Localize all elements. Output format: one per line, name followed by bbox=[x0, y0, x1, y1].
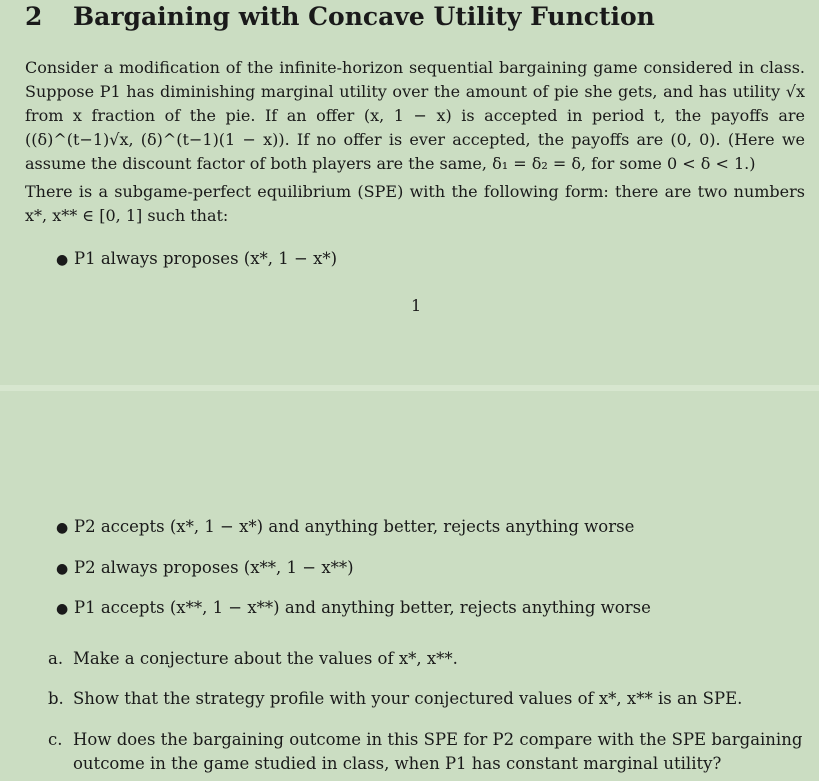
question-text: How does the bargaining outcome in this SPE for P2 compare with the SPE bargaining outcome in the game studied in class, when P1 has constant marginal utility? bbox=[73, 730, 803, 773]
question-c bbox=[48, 728, 805, 776]
bullet-dot: ● bbox=[56, 252, 69, 268]
intro-paragraph: Consider a modification of the infinite-horizon sequential bargaining game considered in class. Suppose P1 has diminishing marginal utility over the amount of pie she gets, and has utility √x from x fraction of the pie. If an offer (x, 1 − x) is accepted in period t, the payoffs are ((δ)^(t−1)√x, (δ)^(t−1)(1 − x)). If no offer is ever accepted, the payoffs are (0, 0). (Here we assume the discount factor of both players are the same, δ₁ = δ₂ = δ, for some 0 < δ < 1.) bbox=[25, 58, 805, 173]
bullet-p1-proposes bbox=[56, 247, 337, 272]
section-heading bbox=[25, 0, 655, 34]
page-number: 1 bbox=[411, 296, 422, 315]
bullet-text: P1 accepts (x**, 1 − x**) and anything better, rejects anything worse bbox=[74, 598, 651, 617]
question-text: Show that the strategy profile with your conjectured values of x*, x** is an SPE. bbox=[73, 689, 743, 708]
bullet-text: P2 always proposes (x**, 1 − x**) bbox=[74, 558, 354, 577]
section-number: 2 bbox=[25, 2, 43, 31]
question-b bbox=[48, 687, 805, 711]
bullet-dot: ● bbox=[56, 520, 69, 536]
bullet-text: P2 accepts (x*, 1 − x*) and anything better, rejects anything worse bbox=[74, 517, 635, 536]
section-title: Bargaining with Concave Utility Function bbox=[73, 2, 655, 31]
question-label: b. bbox=[48, 689, 64, 708]
bullet-p2-accepts bbox=[56, 515, 634, 540]
bullet-dot: ● bbox=[56, 601, 69, 617]
spe-paragraph: There is a subgame-perfect equilibrium (SPE) with the following form: there are two numbers x*, x** ∈ [0, 1] such that: bbox=[25, 182, 805, 225]
question-label: a. bbox=[48, 649, 64, 668]
question-a bbox=[48, 647, 805, 671]
bullet-text: P1 always proposes (x*, 1 − x*) bbox=[74, 249, 338, 268]
question-label: c. bbox=[48, 730, 63, 749]
bullet-dot: ● bbox=[56, 561, 69, 577]
page-2 bbox=[0, 391, 819, 781]
bullet-p1-accepts bbox=[56, 596, 651, 621]
bullet-p2-proposes bbox=[56, 556, 354, 581]
question-text: Make a conjecture about the values of x*, x**. bbox=[73, 649, 458, 668]
